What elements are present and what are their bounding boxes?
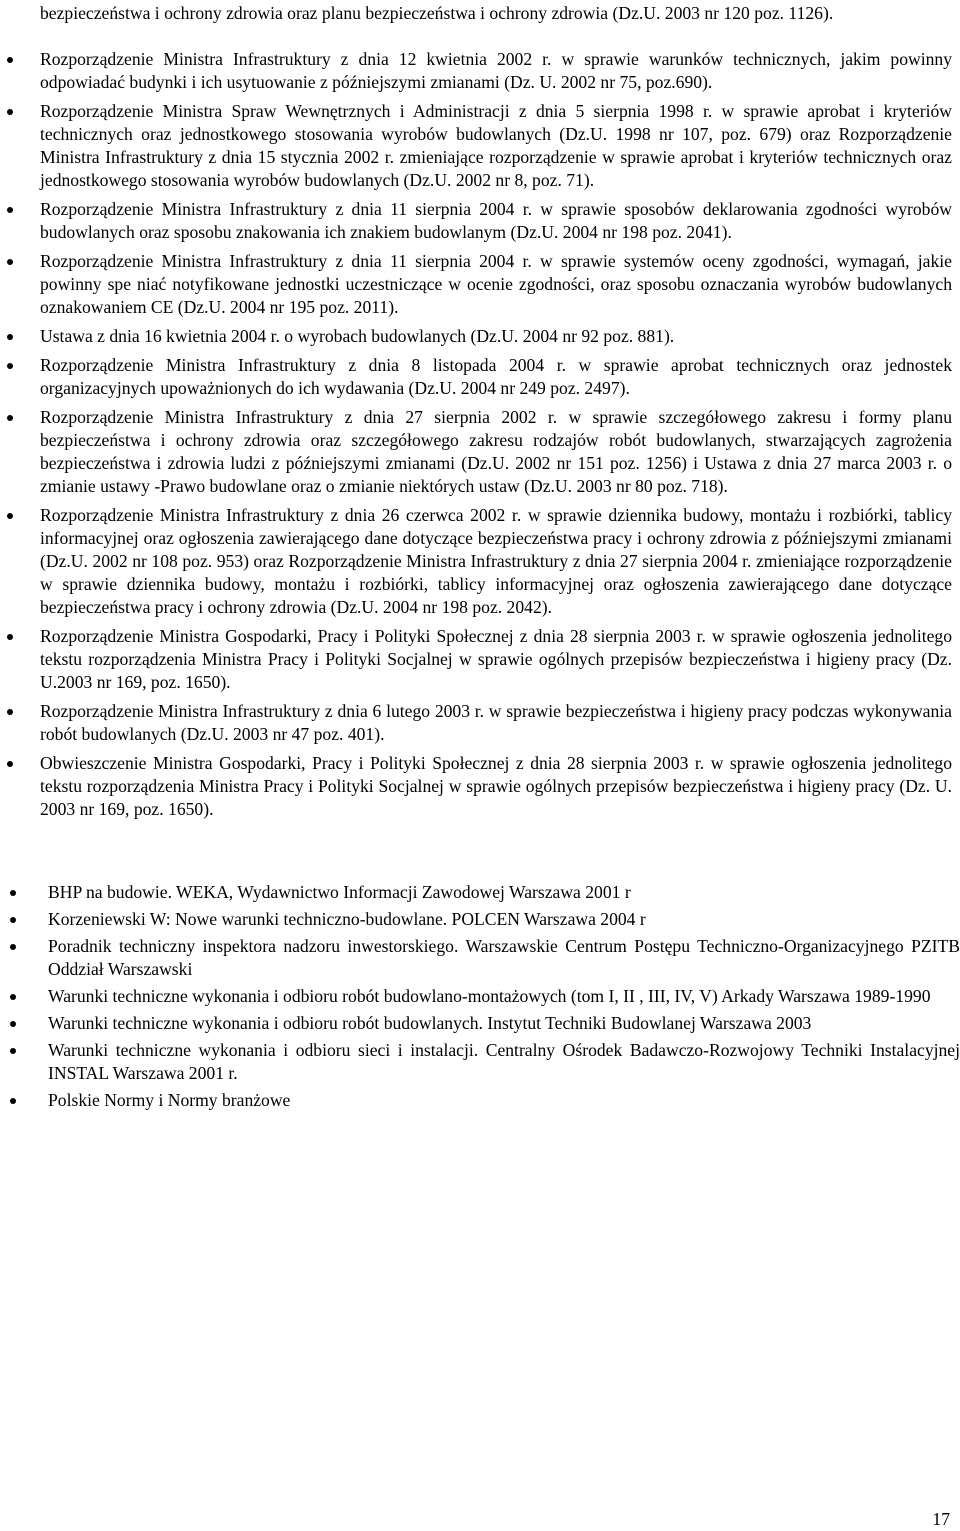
page-number: 17 (932, 1509, 950, 1529)
continuation-paragraph: bezpieczeństwa i ochrony zdrowia oraz planu bezpieczeństwa i ochrony zdrowia (Dz.U. 2003 nr 120 poz. 1126). (40, 3, 834, 23)
list-item: Rozporządzenie Ministra Spraw Wewnętrznych i Administracji z dnia 5 sierpnia 1998 r. w sprawie aprobat i kryteriów technicznych oraz jednostkowego stosowania wyrobów budowlanych (Dz.U. 1998 nr 107, poz. 679) oraz Rozporządzenie Ministra Infrastruktury z dnia 15 stycznia 2002 r. zmieniające rozporządzenie w sprawie aprobat i kryteriów technicznych oraz jednostkowego stosowania wyrobów budowlanych (Dz.U. 2002 nr 8, poz. 71). (40, 101, 952, 190)
list-item: Rozporządzenie Ministra Infrastruktury z dnia 11 sierpnia 2004 r. w sprawie sposobów deklarowania zgodności wyrobów budowlanych oraz sposobu znakowania ich znakiem budowlanym (Dz.U. 2004 nr 198 poz. 2041). (40, 199, 952, 242)
regulations-list (40, 48, 952, 827)
list-item: Korzeniewski W: Nowe warunki techniczno-budowlane. POLCEN Warszawa 2004 r (48, 908, 960, 931)
list-item: Rozporządzenie Ministra Infrastruktury z dnia 8 listopada 2004 r. w sprawie aprobat technicznych oraz jednostek organizacyjnych upoważnionych do ich wydawania (Dz.U. 2004 nr 249 poz. 2497). (40, 355, 952, 398)
list-item: Rozporządzenie Ministra Infrastruktury z dnia 11 sierpnia 2004 r. w sprawie systemów oceny zgodności, wymagań, jakie powinny spe niać notyfikowane jednostki uczestniczące w ocenie zgodności, oraz sposobu oznaczania wyrobów budowlanych oznakowaniem CE (Dz.U. 2004 nr 195 poz. 2011). (40, 251, 952, 317)
list-item: Rozporządzenie Ministra Infrastruktury z dnia 6 lutego 2003 r. w sprawie bezpieczeństwa i higieny pracy podczas wykonywania robót budowlanych (Dz.U. 2003 nr 47 poz. 401). (40, 701, 952, 744)
list-item: Rozporządzenie Ministra Infrastruktury z dnia 26 czerwca 2002 r. w sprawie dziennika budowy, montażu i rozbiórki, tablicy informacyjnej oraz ogłoszenia zawierającego dane dotyczące bezpieczeństwa pracy i ochrony zdrowia z późniejszymi zmianami (Dz.U. 2002 nr 108 poz. 953) oraz Rozporządzenie Ministra Infrastruktury z dnia 27 sierpnia 2004 r. zmieniające rozporządzenie w sprawie dziennika budowy, montażu i rozbiórki, tablicy informacyjnej oraz ogłoszenia zawierającego dane dotyczące bezpieczeństwa pracy i ochrony zdrowia (Dz.U. 2004 nr 198 poz. 2042). (40, 505, 952, 617)
list-item: Warunki techniczne wykonania i odbioru robót budowlano-montażowych (tom I, II , III, IV, V) Arkady Warszawa 1989-1990 (48, 985, 960, 1008)
list-item: Poradnik techniczny inspektora nadzoru inwestorskiego. Warszawskie Centrum Postępu Techniczno-Organizacyjnego PZITB Oddział Warszawski (48, 936, 960, 979)
list-item: Ustawa z dnia 16 kwietnia 2004 r. o wyrobach budowlanych (Dz.U. 2004 nr 92 poz. 881). (40, 325, 952, 348)
list-item: Rozporządzenie Ministra Infrastruktury z dnia 27 sierpnia 2002 r. w sprawie szczegółowego zakresu i formy planu bezpieczeństwa i ochrony zdrowia oraz szczegółowego zakresu rodzajów robót budowlanych, stwarzających zagrożenia bezpieczeństwa i zdrowia ludzi z późniejszymi zmianami (Dz.U. 2002 nr 151 poz. 1256) i Ustawa z dnia 27 marca 2003 r. o zmianie ustawy -Prawo budowlane oraz o zmianie niektórych ustaw (Dz.U. 2003 nr 80 poz. 718). (40, 407, 952, 496)
literature-list (48, 881, 960, 1116)
list-item: Warunki techniczne wykonania i odbioru robót budowlanych. Instytut Techniki Budowlanej Warszawa 2003 (48, 1012, 960, 1035)
list-item: Polskie Normy i Normy branżowe (48, 1089, 960, 1112)
list-item: Obwieszczenie Ministra Gospodarki, Pracy i Polityki Społecznej z dnia 28 sierpnia 2003 r. w sprawie ogłoszenia jednolitego tekstu rozporządzenia Ministra Pracy i Polityki Socjalnej w sprawie ogólnych przepisów bezpieczeństwa i higieny pracy (Dz. U. 2003 nr 169, poz. 1650). (40, 753, 952, 819)
list-item: Rozporządzenie Ministra Infrastruktury z dnia 12 kwietnia 2002 r. w sprawie warunków technicznych, jakim powinny odpowiadać budynki i ich usytuowanie z późniejszymi zmianami (Dz. U. 2002 nr 75, poz.690). (40, 49, 952, 92)
list-item: Rozporządzenie Ministra Gospodarki, Pracy i Polityki Społecznej z dnia 28 sierpnia 2003 r. w sprawie ogłoszenia jednolitego tekstu rozporządzenia Ministra Pracy i Polityki Socjalnej w sprawie ogólnych przepisów bezpieczeństwa i higieny pracy (Dz. U.2003 nr 169, poz. 1650). (40, 626, 952, 692)
list-item: Warunki techniczne wykonania i odbioru sieci i instalacji. Centralny Ośrodek Badawczo-Rozwojowy Techniki Instalacyjnej INSTAL Warszawa 2001 r. (48, 1040, 960, 1083)
list-item: BHP na budowie. WEKA, Wydawnictwo Informacji Zawodowej Warszawa 2001 r (48, 881, 960, 904)
